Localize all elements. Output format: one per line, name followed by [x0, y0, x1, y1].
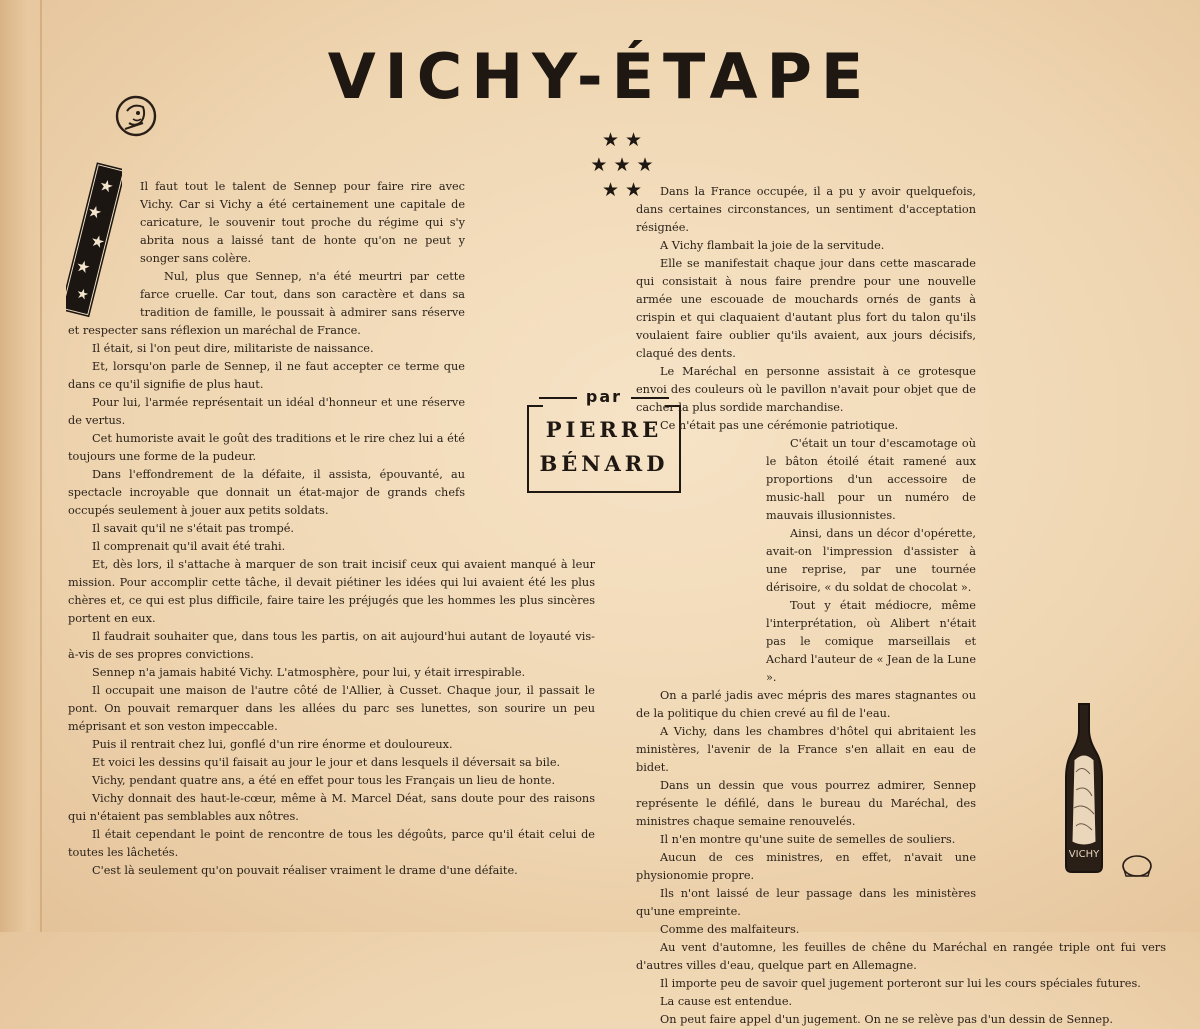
byline-par-text: par: [585, 387, 623, 406]
paragraph: Puis il rentrait chez lui, gonflé d'un rire énorme et douloureux.: [92, 738, 453, 751]
paragraph: Vichy, pendant quatre ans, a été en effet pour tous les Français un lieu de honte.: [92, 774, 556, 787]
stars-row: ★ ★: [601, 129, 643, 151]
stars-row: ★ ★: [601, 179, 643, 201]
paragraph: Et, lorsqu'on parle de Sennep, il ne faut accepter ce terme que dans ce qu'il signifie de plus haut.: [68, 360, 465, 391]
paragraph: Ainsi, dans un décor d'opérette, avait-on l'impression d'assister à une reprise, par une tournée dérisoire, « du soldat de chocolat ».: [766, 527, 976, 594]
paragraph: On peut faire appel d'un jugement. On ne se relève pas d'un dessin de Sennep.: [660, 1013, 1113, 1026]
paragraph: Dans l'effondrement de la défaite, il assista, épouvanté, au spectacle incroyable que donnait un état-major de grands chefs occupés seulement à jouer aux petits soldats.: [68, 468, 465, 517]
paragraph: Il occupait une maison de l'autre côté de l'Allier, à Cusset. Chaque jour, il passait le pont. On pouvait remarquer dans les allées du parc ses lunettes, son sourire un peu méprisant et son veston impeccable.: [68, 684, 595, 733]
paragraph: Elle se manifestait chaque jour dans cette mascarade qui consistait à nous faire prendre pour une nouvelle armée une escouade de mouchards ornés de gants à crispin et qui claquaient d'autant plus fort du talon qu'ils voulaient faire oublier qu'ils avaient, aux jours décisifs, claqué des dents.: [636, 257, 976, 360]
paragraph: Aucun de ces ministres, en effet, n'avait une physionomie propre.: [636, 851, 976, 882]
vichy-bottle-illustration: [1052, 700, 1162, 882]
author-first-name: PIERRE: [545, 417, 663, 442]
svg-text:★: ★: [74, 285, 91, 305]
paragraph: Dans un dessin que vous pourrez admirer, Sennep représente le défilé, dans le bureau du Maréchal, des ministres chaque semaine renouvelés.: [636, 779, 976, 828]
left-column: [68, 178, 595, 880]
paragraph: Il importe peu de savoir quel jugement porteront sur lui les cours spéciales futures.: [660, 977, 1141, 990]
fold-line: [40, 0, 42, 932]
author-last-name: BÉNARD: [539, 451, 669, 476]
paragraph: Il était cependant le point de rencontre de tous les dégoûts, parce qu'il était celui de toutes les lâchetés.: [68, 828, 595, 859]
flag-wrap-space: [68, 178, 140, 310]
byline-wrap-space: [465, 372, 595, 542]
svg-text:★: ★: [85, 200, 105, 223]
paragraph: La cause est entendue.: [660, 995, 793, 1008]
paragraph: Ils n'ont laissé de leur passage dans les ministères qu'une empreinte.: [636, 887, 976, 918]
paragraph: Et, dès lors, il s'attache à marquer de son trait incisif ceux qui avaient manqué à leur mission. Pour accomplir cette tâche, il devait piétiner les idées qui lui avaient été les plus chères et, ce qui est plus difficile, faire taire les préjugés que les hommes les plus sincères portent en eux.: [68, 558, 595, 625]
paragraph: Comme des malfaiteurs.: [660, 923, 800, 936]
caricature-logo-icon: [113, 93, 159, 139]
paragraph: Tout y était médiocre, même l'interprétation, où Alibert n'était pas le comique marseillais et Achard l'auteur de « Jean de la Lune ».: [766, 599, 976, 684]
paragraph: Pour lui, l'armée représentait un idéal d'honneur et une réserve de vertus.: [68, 396, 465, 427]
paragraph: Au vent d'automne, les feuilles de chêne du Maréchal en rangée triple ont fui vers d'autres villes d'eau, quelque part en Allemagne.: [636, 941, 1166, 972]
paragraph: Vichy donnait des haut-le-cœur, même à M. Marcel Déat, sans doute pour des raisons qui n'étaient pas semblables aux nôtres.: [68, 792, 595, 823]
article-title: VICHY-ÉTAPE: [327, 40, 873, 113]
right-column: [636, 183, 1166, 1029]
paragraph: Il n'en montre qu'une suite de semelles de souliers.: [660, 833, 956, 846]
paragraph: Dans la France occupée, il a pu y avoir quelquefois, dans certaines circonstances, un sentiment d'acceptation résignée.: [636, 185, 976, 234]
paragraph: C'était un tour d'escamotage où le bâton étoilé était ramené aux proportions d'un accessoire de music-hall pour un numéro de mauvais illusionnistes.: [766, 437, 976, 522]
paragraph: Il comprenait qu'il avait été trahi.: [92, 540, 286, 553]
paragraph: Il savait qu'il ne s'était pas trompé.: [92, 522, 294, 535]
paragraph: Et voici les dessins qu'il faisait au jour le jour et dans lesquels il déversait sa bile.: [92, 756, 561, 769]
paragraph: Il était, si l'on peut dire, militariste de naissance.: [92, 342, 374, 355]
paragraph: Sennep n'a jamais habité Vichy. L'atmosphère, pour lui, y était irrespirable.: [92, 666, 526, 679]
paragraph: Il faut tout le talent de Sennep pour faire rire avec Vichy. Car si Vichy a été certainement une capitale de caricature, le souvenir tout proche du régime qui s'y abrita nous a laissé tant de honte qu'on ne peut y songer sans colère.: [140, 180, 465, 265]
paragraph: A Vichy flambait la joie de la servitude.: [660, 239, 885, 252]
paragraph: C'est là seulement qu'on pouvait réaliser vraiment le drame d'une défaite.: [92, 864, 518, 877]
paragraph: On a parlé jadis avec mépris des mares stagnantes ou de la politique du chien crevé au fil de l'eau.: [636, 689, 976, 720]
svg-text:★: ★: [73, 255, 93, 278]
paragraph: Le Maréchal en personne assistait à ce grotesque envoi des couleurs où le pavillon n'avait pour objet que de cacher la plus sordide marchandise.: [636, 365, 976, 414]
paragraph: Nul, plus que Sennep, n'a été meurtri par cette farce cruelle. Car tout, dans son caractère et dans sa tradition de famille, le poussait à admirer sans réserve et respecter sans réflexion un maréchal de France.: [68, 270, 465, 337]
stars-row: ★ ★ ★: [590, 154, 654, 176]
svg-text:★: ★: [97, 174, 116, 197]
svg-text:★: ★: [88, 230, 108, 253]
bottle-label: VICHY: [1068, 849, 1100, 860]
paragraph: A Vichy, dans les chambres d'hôtel qui abritaient les ministères, l'avenir de la France s'en allait en eau de bidet.: [636, 725, 976, 774]
paragraph: Cet humoriste avait le goût des traditions et le rire chez lui a été toujours une forme de la pudeur.: [68, 432, 465, 463]
paragraph: Il faudrait souhaiter que, dans tous les partis, on ait aujourd'hui autant de loyauté vis-à-vis de ses propres convictions.: [68, 630, 595, 661]
paragraph: Ce n'était pas une cérémonie patriotique.: [660, 419, 899, 432]
